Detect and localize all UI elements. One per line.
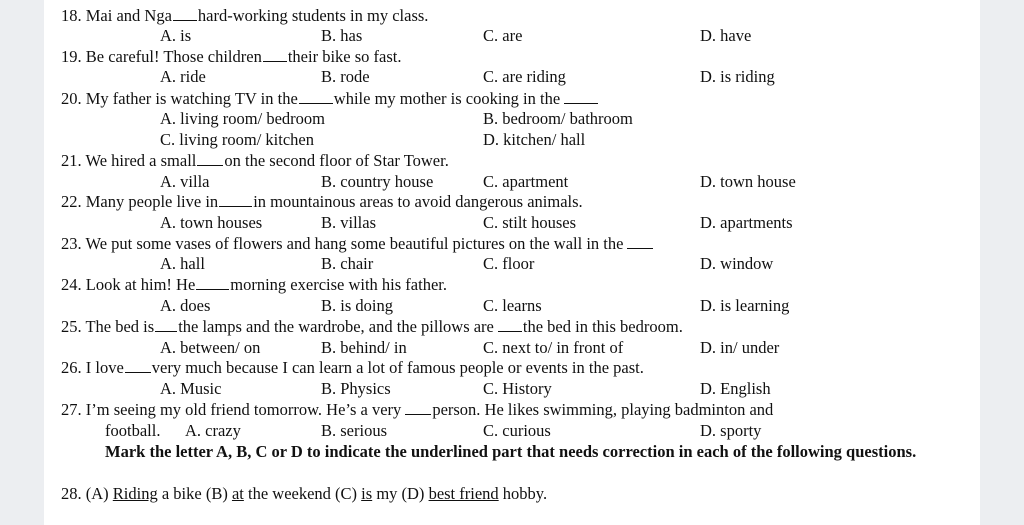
question-number: 21. <box>61 151 82 170</box>
option-c: C. apartment <box>483 172 569 191</box>
underlined-part-d: best friend <box>428 484 499 503</box>
option-d: D. is riding <box>700 67 775 86</box>
question-text: football. <box>105 421 161 440</box>
question-text: Many people live in <box>85 192 219 211</box>
question-text: person. He likes swimming, playing badminton and <box>432 400 774 419</box>
option-a: A. is <box>160 26 192 45</box>
answer-blank <box>197 151 223 166</box>
answer-blank <box>299 89 333 104</box>
option-c: C. are <box>483 26 523 45</box>
question-26 <box>61 358 644 378</box>
option-c: C. floor <box>483 254 535 273</box>
option-a: A. hall <box>160 254 205 273</box>
option-a: A. between/ on <box>160 338 261 357</box>
answer-blank <box>173 6 197 21</box>
question-22 <box>61 192 583 212</box>
question-text: morning exercise with his father. <box>230 275 447 294</box>
question-number: 24. <box>61 275 82 294</box>
option-d: D. sporty <box>700 421 762 440</box>
question-text: I love <box>85 358 124 377</box>
question-19 <box>61 47 401 67</box>
option-c: C. curious <box>483 421 551 440</box>
answer-blank <box>155 317 177 332</box>
option-a: A. ride <box>160 67 206 86</box>
question-23 <box>61 234 654 254</box>
underlined-part-b: at <box>231 484 244 503</box>
option-b: B. country house <box>321 172 434 191</box>
question-text: my (D) <box>376 484 425 503</box>
answer-blank <box>498 317 522 332</box>
section-instruction: Mark the letter A, B, C or D to indicate the underlined part that needs correction in each of the following questions. <box>105 442 917 461</box>
option-a: A. villa <box>160 172 210 191</box>
option-d: D. kitchen/ hall <box>483 130 586 149</box>
question-25 <box>61 317 683 337</box>
question-number: 28. <box>61 484 82 503</box>
question-text: We hired a small <box>85 151 197 170</box>
question-text: Mai and Nga <box>85 6 172 25</box>
option-c: C. next to/ in front of <box>483 338 624 357</box>
option-a: A. Music <box>160 379 222 398</box>
option-a: A. crazy <box>185 421 241 440</box>
question-text: the weekend (C) <box>248 484 358 503</box>
option-c: C. stilt houses <box>483 213 577 232</box>
option-b: B. Physics <box>321 379 391 398</box>
option-b: B. villas <box>321 213 377 232</box>
underlined-part-c: is <box>361 484 373 503</box>
option-b: B. has <box>321 26 363 45</box>
option-label: (A) <box>85 484 109 503</box>
question-28 <box>61 484 547 504</box>
option-c: C. learns <box>483 296 542 315</box>
question-text: the lamps and the wardrobe, and the pillows are <box>178 317 494 336</box>
question-text: while my mother is cooking in the <box>333 89 561 108</box>
answer-blank <box>196 275 229 290</box>
option-b: B. serious <box>321 421 387 440</box>
answer-blank <box>263 47 287 62</box>
question-text: hard-working students in my class. <box>197 6 429 25</box>
option-a: A. town houses <box>160 213 263 232</box>
underlined-part-a: Riding <box>112 484 158 503</box>
question-number: 25. <box>61 317 82 336</box>
question-number: 27. <box>61 400 82 419</box>
question-text: the bed in this bedroom. <box>522 317 683 336</box>
option-d: D. in/ under <box>700 338 780 357</box>
option-d: D. town house <box>700 172 796 191</box>
question-18 <box>61 6 428 26</box>
option-c: C. are riding <box>483 67 566 86</box>
question-text: a bike (B) <box>161 484 228 503</box>
answer-blank <box>564 89 598 104</box>
question-number: 23. <box>61 234 82 253</box>
option-b: B. bedroom/ bathroom <box>483 109 633 128</box>
question-20 <box>61 89 599 109</box>
question-27 <box>61 400 773 420</box>
option-d: D. window <box>700 254 774 273</box>
question-text: their bike so fast. <box>287 47 402 66</box>
question-21 <box>61 151 449 171</box>
answer-blank <box>219 192 252 207</box>
option-c: C. living room/ kitchen <box>160 130 314 149</box>
option-b: B. rode <box>321 67 370 86</box>
question-text: Look at him! He <box>85 275 196 294</box>
question-text: on the second floor of Star Tower. <box>224 151 449 170</box>
option-d: D. is learning <box>700 296 790 315</box>
question-text: The bed is <box>85 317 155 336</box>
question-text: Be careful! Those children <box>85 47 262 66</box>
question-number: 26. <box>61 358 82 377</box>
option-b: B. chair <box>321 254 374 273</box>
option-c: C. History <box>483 379 552 398</box>
answer-blank <box>627 234 653 249</box>
question-text: in mountainous areas to avoid dangerous animals. <box>253 192 583 211</box>
question-text: My father is watching TV in the <box>85 89 298 108</box>
option-a: A. does <box>160 296 211 315</box>
question-number: 19. <box>61 47 82 66</box>
option-a: A. living room/ bedroom <box>160 109 325 128</box>
question-number: 22. <box>61 192 82 211</box>
option-d: D. apartments <box>700 213 793 232</box>
question-text: hobby. <box>502 484 548 503</box>
question-number: 18. <box>61 6 82 25</box>
question-text: very much because I can learn a lot of famous people or events in the past. <box>151 358 644 377</box>
answer-blank <box>125 358 151 373</box>
question-text: We put some vases of flowers and hang some beautiful pictures on the wall in the <box>85 234 624 253</box>
answer-blank <box>405 400 431 415</box>
option-b: B. behind/ in <box>321 338 407 357</box>
question-text: I’m seeing my old friend tomorrow. He’s a very <box>85 400 402 419</box>
option-b: B. is doing <box>321 296 393 315</box>
option-d: D. English <box>700 379 771 398</box>
question-number: 20. <box>61 89 82 108</box>
option-d: D. have <box>700 26 752 45</box>
question-24 <box>61 275 447 295</box>
